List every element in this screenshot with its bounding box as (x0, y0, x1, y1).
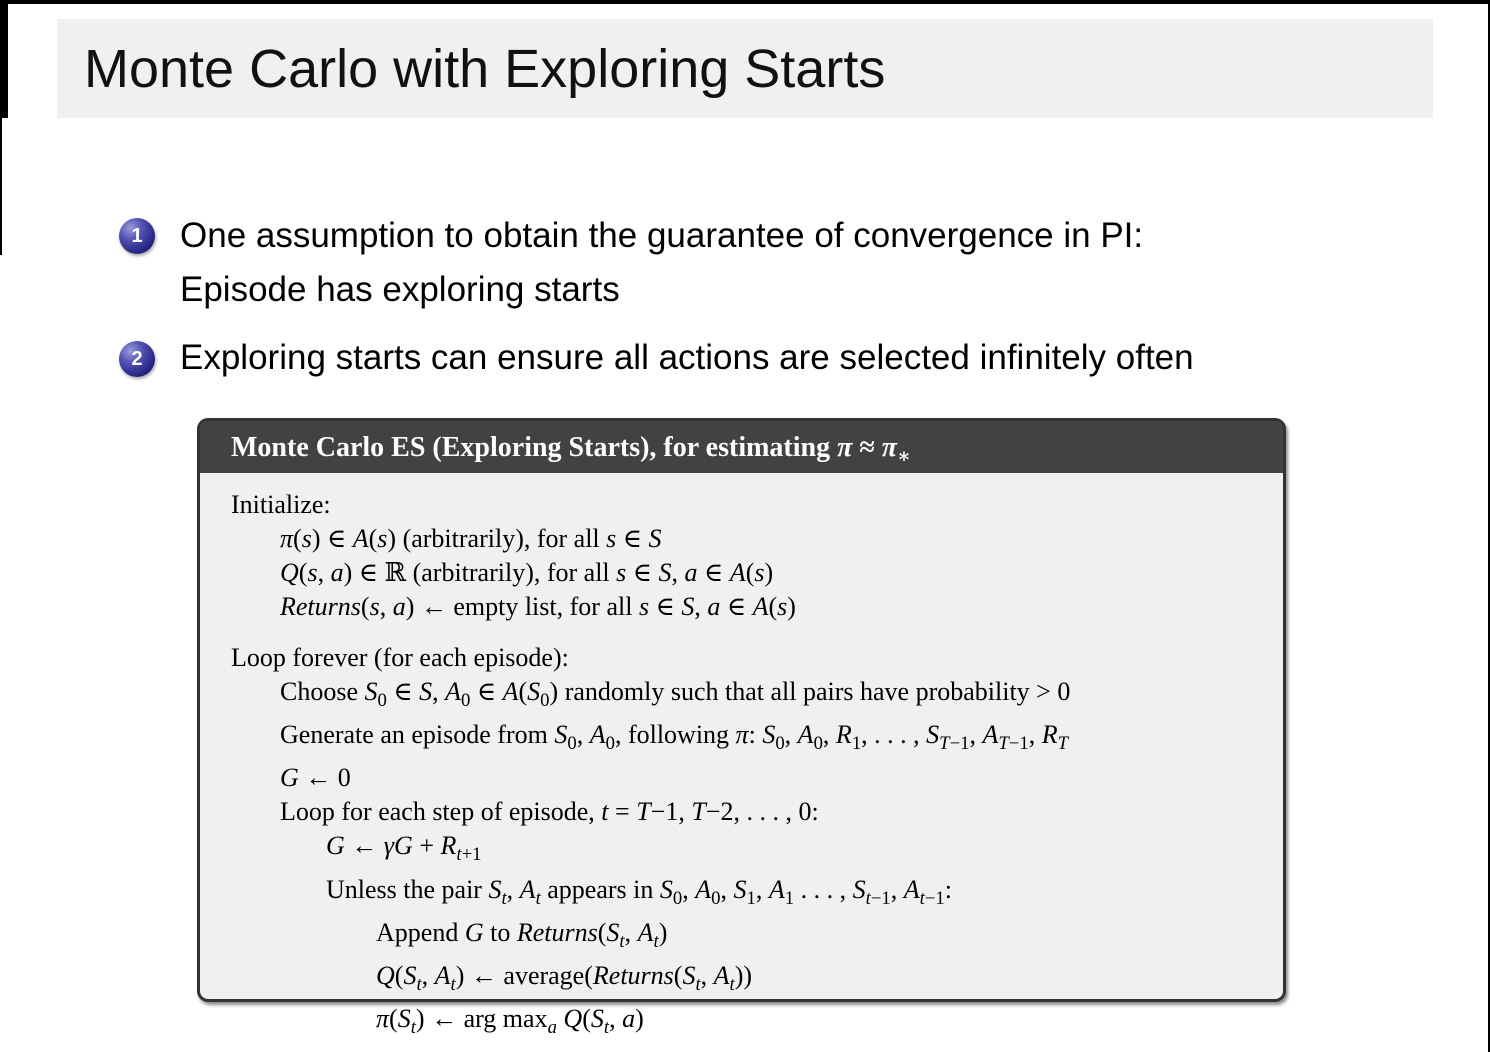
bullet-2-number: 2 (131, 348, 143, 370)
bullet-2-line-1: Exploring starts can ensure all actions are selected infinitely often (180, 338, 1194, 377)
algorithm-line: Unless the pair $S_t$, $A_t$ appears in $S_0$, $A_0$, $S_1$, $A_1$ . . . , $S_{t-1}$, $A_{t-1}$: (326, 874, 952, 909)
bullet-1-badge (119, 218, 155, 254)
algorithm-line: Loop for each step of episode, t = T−1, T−2, . . . , 0: (280, 797, 819, 827)
algorithm-line: Choose $S_0$ ∈ S, $A_0$ ∈ $A(S_0)$ randomly such that all pairs have probability > 0 (280, 677, 1071, 712)
bullet-1-number: 1 (131, 225, 143, 247)
algorithm-line: $\pi(S_t)$ ← arg $\max_a Q(S_t$, a) (376, 1004, 644, 1039)
algorithm-body (200, 473, 1283, 1045)
algorithm-line: Initialize: (231, 490, 331, 519)
bullet-2-badge (119, 341, 155, 377)
bullet-2-text (180, 331, 1194, 385)
algorithm-line: Append G to $Returns(S_t$, $A_t$) (376, 917, 668, 952)
algorithm-line: G ← 0 (280, 763, 351, 793)
algorithm-line: Loop forever (for each episode): (231, 643, 569, 672)
title-banner (57, 19, 1433, 118)
page-title: Monte Carlo with Exploring Starts (84, 39, 886, 99)
algorithm-line: π(s) ∈ A(s) (arbitrarily), for all s ∈ S (280, 524, 662, 553)
algorithm-line: G ← $\gamma G + R_{t+1}$ (326, 831, 482, 866)
bullet-1-line-1: One assumption to obtain the guarantee of convergence in PI: (180, 216, 1144, 255)
algorithm-block-title: Monte Carlo ES (Exploring Starts), for estimating $\pi \approx \pi_∗$ (200, 421, 1283, 473)
frame-edge-top (0, 0, 1490, 4)
algorithm-line: Q(s, a) ∈ ℝ (arbitrarily), for all s ∈ S, a ∈ A(s) (280, 558, 774, 587)
algorithm-line: Generate an episode from $S_0$, $A_0$, following π: $S_0$, $A_0$, $R_1$, . . . , $S_{T-1}$, $A_{T-1}$, $R_T$ (280, 720, 1068, 755)
algorithm-block (197, 418, 1286, 1039)
algorithm-line: Returns(s, a) ← empty list, for all s ∈ S, a ∈ A(s) (280, 592, 796, 621)
frame-edge-left-thin (0, 0, 2, 255)
bullet-1-text (180, 209, 1143, 317)
bullet-1-line-2: Episode has exploring starts (180, 270, 620, 309)
algorithm-line: $Q(S_t$, $A_t$) ← $average(Returns(S_t$, $A_t$)) (376, 960, 753, 996)
